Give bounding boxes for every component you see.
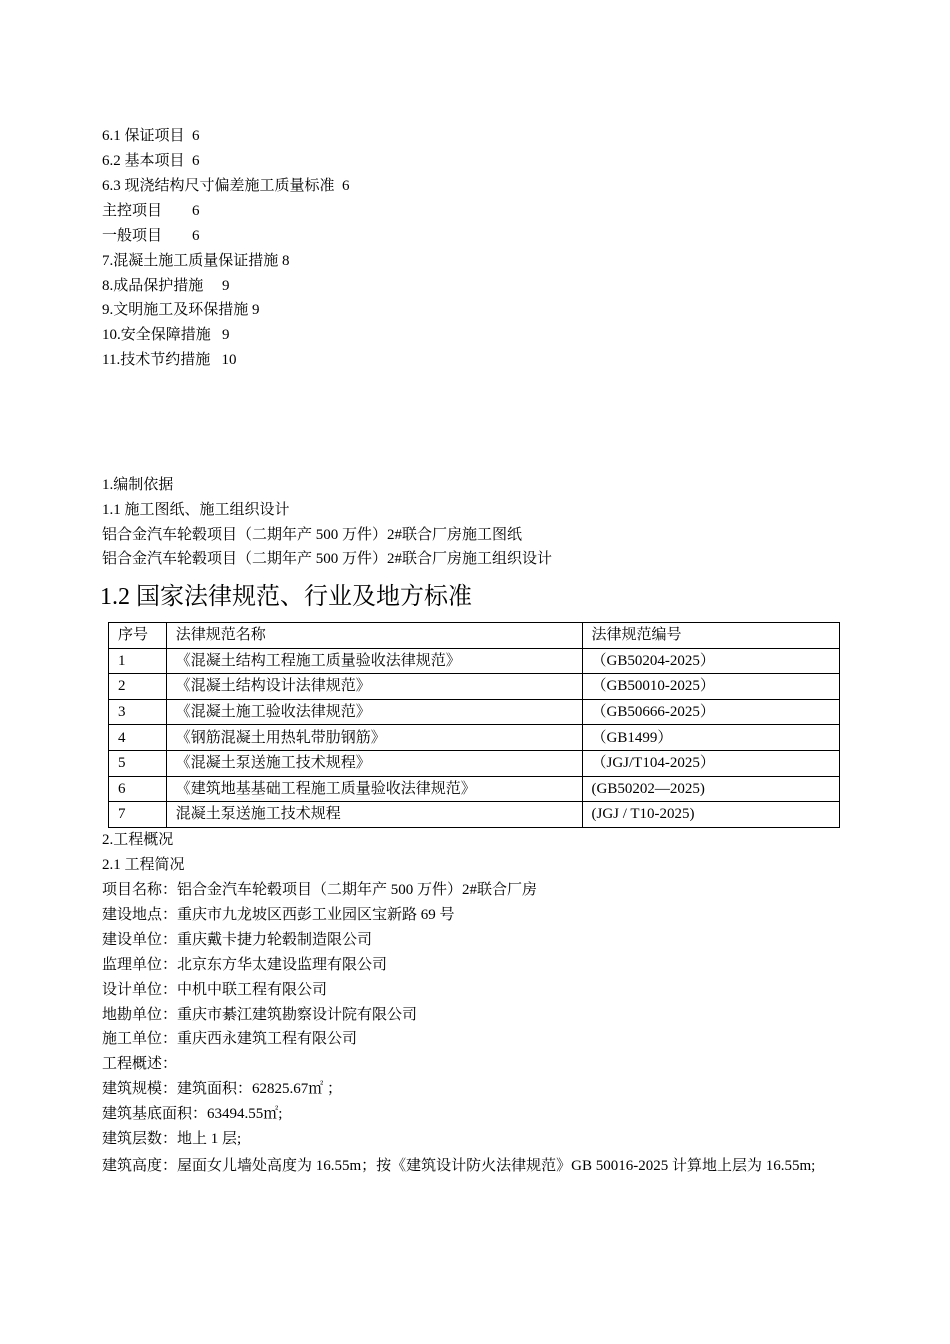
toc-entry-page: 9 [248, 302, 260, 318]
section-title: 1.编制依据 [102, 477, 174, 493]
builder-unit: 建设单位：重庆戴卡捷力轮毂制造限公司 [102, 932, 373, 948]
toc-entry-title: 6.3 现浇结构尺寸偏差施工质量标准 [102, 178, 335, 194]
table-cell: 4 [109, 725, 167, 751]
subsection-title: 1.1 施工图纸、施工组织设计 [102, 502, 290, 518]
table-cell: 2 [109, 674, 167, 700]
table-cell: 1 [109, 648, 167, 674]
paragraph: 铝合金汽车轮毂项目（二期年产 500 万件）2#联合厂房施工图纸 [102, 527, 523, 543]
contractor-unit: 施工单位：重庆西永建筑工程有限公司 [102, 1031, 358, 1047]
toc-entry-title: 6.1 保证项目 [102, 128, 185, 144]
table-cell: 3 [109, 699, 167, 725]
toc-entry-title: 11.技术节约措施 [102, 352, 211, 368]
table-row [109, 648, 840, 674]
table-row [109, 750, 840, 776]
toc-entry [102, 325, 230, 345]
toc-entry-title: 9.文明施工及环保措施 [102, 302, 249, 318]
toc-entry [102, 151, 200, 171]
table-cell: （GB50010-2025） [582, 674, 840, 700]
standards-table [108, 622, 840, 828]
table-cell: 7 [109, 802, 167, 828]
toc-entry-title: 7.混凝土施工质量保证措施 [102, 253, 279, 269]
toc-entry-title: 10.安全保障措施 [102, 327, 211, 343]
toc-entry-page: 10 [210, 352, 237, 368]
designer-unit: 设计单位：中机中联工程有限公司 [102, 982, 328, 998]
table-cell: 5 [109, 750, 167, 776]
table-cell: （GB50666-2025） [582, 699, 840, 725]
table-cell: 《混凝土结构工程施工质量验收法律规范》 [166, 648, 582, 674]
table-header-cell: 序号 [109, 623, 167, 649]
toc-entry [102, 276, 230, 296]
subsection-title: 2.1 工程简况 [102, 857, 185, 873]
toc-entry [102, 251, 290, 271]
table-cell: (JGJ / T10-2025) [582, 802, 840, 828]
toc-entry [102, 226, 200, 246]
toc-entry-title: 6.2 基本项目 [102, 153, 185, 169]
toc-entry [102, 350, 236, 370]
project-name: 项目名称：铝合金汽车轮毂项目（二期年产 500 万件）2#联合厂房 [102, 882, 538, 898]
toc-entry-page: 6 [162, 203, 200, 219]
supervisor-unit: 监理单位：北京东方华太建设监理有限公司 [102, 957, 388, 973]
table-cell: 《混凝土泵送施工技术规程》 [166, 750, 582, 776]
table-cell: 《混凝土结构设计法律规范》 [166, 674, 582, 700]
building-base-area: 建筑基底面积：63494.55㎡; [102, 1106, 283, 1122]
toc-entry-page: 8 [278, 253, 290, 269]
table-row [109, 699, 840, 725]
toc-entry-page: 6 [334, 178, 350, 194]
table-row [109, 776, 840, 802]
toc-entry-page: 6 [162, 228, 200, 244]
table-row [109, 725, 840, 751]
overview-label: 工程概述： [102, 1056, 178, 1072]
table-cell: (GB50202—2025) [582, 776, 840, 802]
toc-entry-title: 一般项目 [102, 228, 163, 244]
table-header-row [109, 623, 840, 649]
table-cell: 6 [109, 776, 167, 802]
toc-entry [102, 300, 260, 320]
toc-entry-page: 6 [184, 153, 200, 169]
table-cell: 《建筑地基基础工程施工质量验收法律规范》 [166, 776, 582, 802]
table-row [109, 674, 840, 700]
toc-entry-title: 主控项目 [102, 203, 163, 219]
building-scale: 建筑规模：建筑面积：62825.67㎡ ； [102, 1081, 343, 1097]
table-header-cell: 法律规范编号 [582, 623, 840, 649]
surveyor-unit: 地勘单位：重庆市綦江建筑勘察设计院有限公司 [102, 1007, 418, 1023]
project-location: 建设地点：重庆市九龙坡区西彭工业园区宝新路 69 号 [102, 907, 455, 923]
section-title: 2.工程概况 [102, 832, 174, 848]
table-cell: （GB50204-2025） [582, 648, 840, 674]
paragraph: 铝合金汽车轮毂项目（二期年产 500 万件）2#联合厂房施工组织设计 [102, 551, 553, 567]
table-cell: 混凝土泵送施工技术规程 [166, 802, 582, 828]
table-cell: 《钢筋混凝土用热轧带肋钢筋》 [166, 725, 582, 751]
table-row [109, 802, 840, 828]
building-floors: 建筑层数：地上 1 层; [102, 1131, 242, 1147]
toc-entry [102, 126, 200, 146]
toc-entry [102, 176, 350, 196]
toc-entry-page: 6 [184, 128, 200, 144]
table-cell: （GB1499） [582, 725, 840, 751]
toc-entry-page: 9 [210, 327, 230, 343]
table-header-cell: 法律规范名称 [166, 623, 582, 649]
subsection-heading: 1.2 国家法律规范、行业及地方标准 [100, 584, 472, 610]
building-height: 建筑高度：屋面女儿墙处高度为 16.55m；按《建筑设计防火法律规范》GB 50016-2025 计算地上层为 16.55m; [102, 1158, 816, 1174]
toc-entry-title: 8.成品保护措施 [102, 278, 204, 294]
table-cell: 《混凝土施工验收法律规范》 [166, 699, 582, 725]
toc-entry [102, 201, 200, 221]
table-cell: （JGJ/T104-2025） [582, 750, 840, 776]
toc-entry-page: 9 [203, 278, 230, 294]
